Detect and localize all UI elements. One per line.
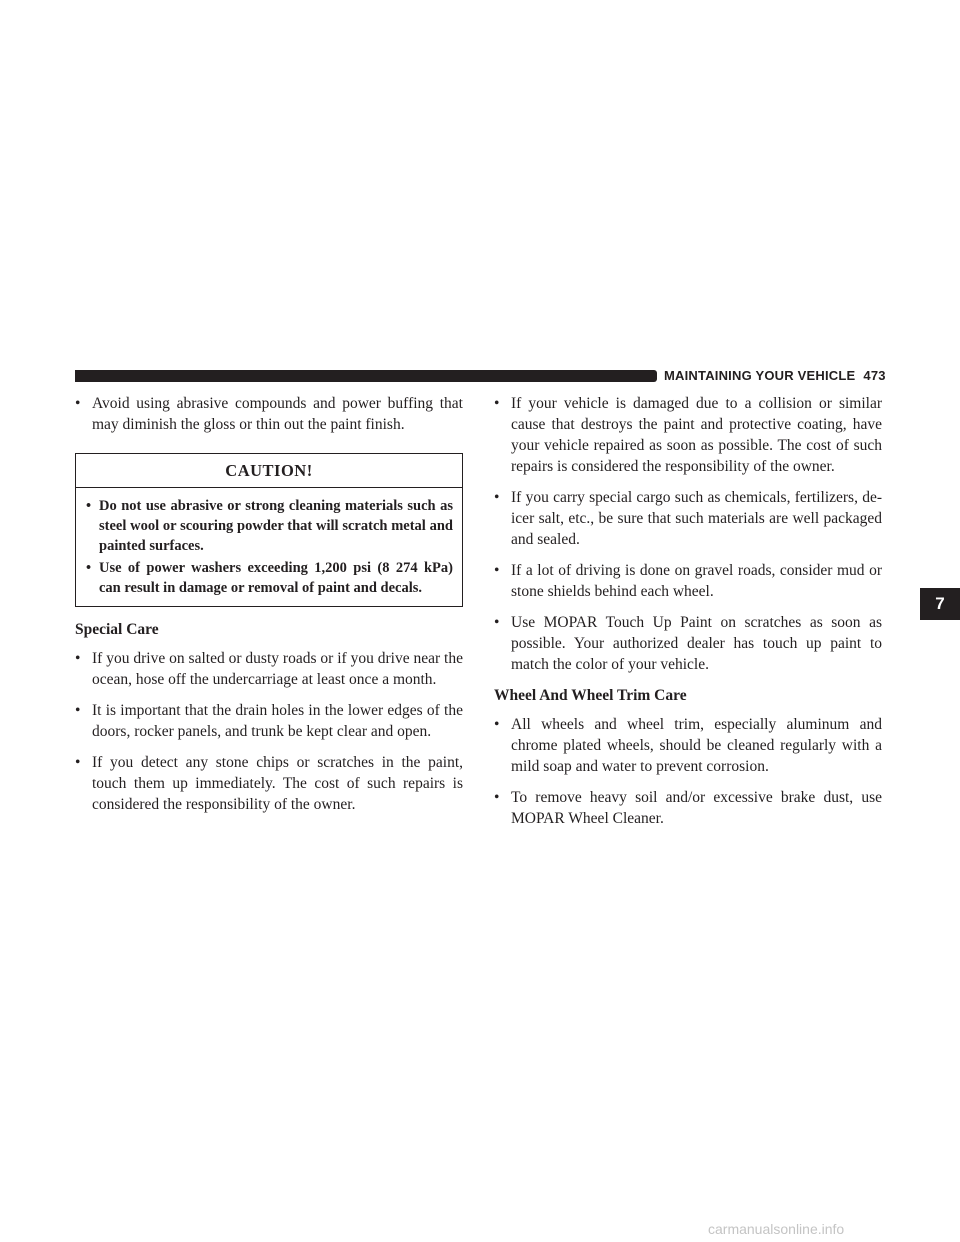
special-care-item: • It is important that the drain holes in the lower edges of the doors, rocker panels, and trunk be kept clear and open. xyxy=(75,700,463,742)
intro-bullet: • Avoid using abrasive compounds and power buffing that may diminish the gloss or thin out the paint finish. xyxy=(75,393,463,435)
care-item: • Use MOPAR Touch Up Paint on scratches as soon as possible. Your authorized dealer has touch up paint to match the color of your vehicle. xyxy=(494,612,882,675)
running-header xyxy=(664,367,896,385)
chapter-tab: 7 xyxy=(920,588,960,620)
wheel-care-item: • To remove heavy soil and/or excessive brake dust, use MOPAR Wheel Cleaner. xyxy=(494,787,882,829)
page-number: 473 xyxy=(863,368,886,383)
header-rule xyxy=(75,370,657,382)
caution-item: • Use of power washers exceeding 1,200 psi (8 274 kPa) can result in damage or removal of paint and decals. xyxy=(86,558,453,598)
care-item: • If your vehicle is damaged due to a collision or similar cause that destroys the paint and protective coating, have your vehicle repaired as soon as possible. The cost of such repairs is considered the responsibility of the owner. xyxy=(494,393,882,477)
watermark: carmanualsonline.info xyxy=(708,1221,845,1237)
caution-list xyxy=(76,488,462,606)
right-column xyxy=(494,393,882,839)
caution-box xyxy=(75,453,463,607)
care-item: • If you carry special cargo such as chemicals, fertilizers, de-icer salt, etc., be sure that such materials are well packaged and sealed. xyxy=(494,487,882,550)
left-column xyxy=(75,393,463,825)
care-item: • If a lot of driving is done on gravel roads, consider mud or stone shields behind each wheel. xyxy=(494,560,882,602)
caution-title: CAUTION! xyxy=(76,454,462,488)
special-care-item: • If you drive on salted or dusty roads or if you drive near the ocean, hose off the undercarriage at least once a month. xyxy=(75,648,463,690)
special-care-heading: Special Care xyxy=(75,621,159,638)
wheel-care-heading: Wheel And Wheel Trim Care xyxy=(494,687,687,704)
wheel-care-item: • All wheels and wheel trim, especially aluminum and chrome plated wheels, should be cleaned regularly with a mild soap and water to prevent corrosion. xyxy=(494,714,882,777)
special-care-item: • If you detect any stone chips or scratches in the paint, touch them up immediately. The cost of such repairs is considered the responsibility of the owner. xyxy=(75,752,463,815)
section-title: MAINTAINING YOUR VEHICLE xyxy=(664,368,856,383)
caution-item: • Do not use abrasive or strong cleaning materials such as steel wool or scouring powder that will scratch metal and painted surfaces. xyxy=(86,496,453,556)
